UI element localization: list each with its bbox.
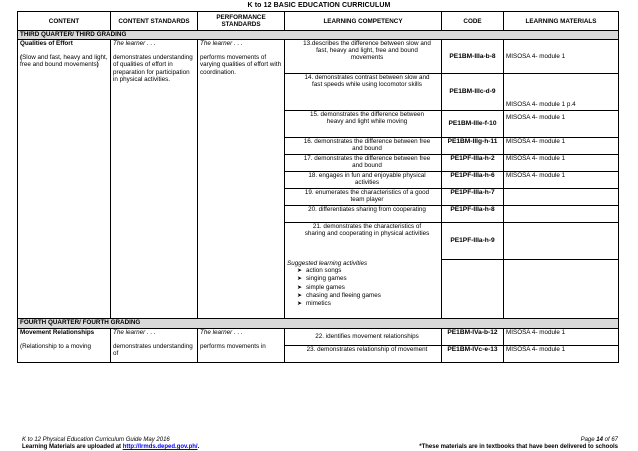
performance-standard-intro: The learner . . . bbox=[200, 40, 243, 47]
section-row-q3 bbox=[18, 31, 619, 40]
arrow-bullet-icon: ➤ bbox=[297, 284, 303, 291]
performance-standard-cell-q4 bbox=[198, 329, 285, 363]
competency-code: PE1PF-IIIa-h-2 bbox=[442, 155, 504, 172]
list-item: ➤ chasing and fleeing games bbox=[297, 291, 381, 299]
competency-code: PE1BM-IIIe-f-10 bbox=[442, 111, 504, 138]
competency-text: 14. demonstrates contrast between slow and fast speeds while using locomotor skills bbox=[285, 74, 442, 111]
arrow-bullet-icon: ➤ bbox=[297, 301, 303, 308]
learning-material bbox=[504, 189, 619, 206]
performance-standard-intro: The learner . . . bbox=[200, 329, 243, 336]
arrow-bullet-icon: ➤ bbox=[297, 292, 303, 299]
content-standard-cell-q3 bbox=[111, 40, 198, 319]
code-empty-cell bbox=[442, 260, 504, 319]
learning-material: MISOSA 4- module 1 bbox=[504, 138, 619, 155]
learning-material: MISOSA 4- module 1 bbox=[504, 155, 619, 172]
section-title-q4: FOURTH QUARTER/ FOURTH GRADING bbox=[18, 319, 619, 329]
competency-row bbox=[18, 329, 619, 346]
competency-text: 21. demonstrates the characteristics of sharing and cooperating in physical activities bbox=[285, 223, 442, 260]
list-item: ➤ mimetics bbox=[297, 300, 331, 308]
competency-text: 20. differentiates sharing from cooperating bbox=[285, 206, 442, 223]
content-standard-body: demonstrates understanding of qualities of effort in preparation for participation in physical activities. bbox=[113, 54, 193, 83]
content-standard-cell-q4 bbox=[111, 329, 198, 363]
competency-row bbox=[18, 40, 619, 74]
header-learning-competency: LEARNING COMPETENCY bbox=[285, 12, 442, 31]
competency-text: 17. demonstrates the difference between free and bound bbox=[285, 155, 442, 172]
learning-material: MISOSA 4- module 1 bbox=[504, 172, 619, 189]
material-empty-cell bbox=[504, 260, 619, 319]
competency-code: PE1PF-IIIa-h-6 bbox=[442, 172, 504, 189]
content-cell-q3 bbox=[18, 40, 111, 319]
footer-guide-title: K to 12 Physical Education Curriculum Guide May 2016 bbox=[22, 437, 170, 443]
curriculum-table bbox=[17, 11, 619, 363]
content-title: Qualities of Effort bbox=[20, 40, 73, 47]
content-standard-intro: The learner . . . bbox=[113, 40, 156, 47]
competency-code: PE1PF-IIIa-h-7 bbox=[442, 189, 504, 206]
content-body: (Slow and fast, heavy and light, free and bound movements) bbox=[20, 54, 108, 69]
footer-line-1 bbox=[22, 437, 618, 443]
suggested-activities-list bbox=[287, 267, 439, 309]
performance-standard-body: performs movements in bbox=[200, 343, 266, 351]
section-row-q4 bbox=[18, 319, 619, 329]
competency-text: 18. engages in fun and enjoyable physical activities bbox=[285, 172, 442, 189]
learning-material bbox=[504, 223, 619, 260]
footer-textbook-note: *These materials are in textbooks that have been delivered to schools bbox=[419, 444, 618, 450]
learning-material: MISOSA 4- module 1 bbox=[504, 329, 619, 346]
competency-text: 19. enumerates the characteristics of a good team player bbox=[285, 189, 442, 206]
performance-standard-body: performs movements of varying qualities of effort with coordination. bbox=[200, 54, 282, 76]
header-code: CODE bbox=[442, 12, 504, 31]
competency-code: PE1BM-IIIc-d-9 bbox=[442, 74, 504, 111]
footer-upload-note: Learning Materials are uploaded at http://lrmds.deped.gov.ph/. bbox=[22, 444, 200, 450]
competency-code: PE1BM-IIIg-h-11 bbox=[442, 138, 504, 155]
competency-text: 23. demonstrates relationship of movement bbox=[285, 346, 442, 363]
competency-code: PE1BM-IVa-b-12 bbox=[442, 329, 504, 346]
footer-line-2 bbox=[22, 444, 618, 450]
performance-standard-cell-q3 bbox=[198, 40, 285, 319]
suggested-activities-cell bbox=[285, 260, 442, 319]
arrow-bullet-icon: ➤ bbox=[297, 276, 303, 283]
header-learning-materials: LEARNING MATERIALS bbox=[504, 12, 619, 31]
suggested-activities-title: Suggested learning activities bbox=[287, 259, 368, 267]
list-item: ➤ simple games bbox=[297, 283, 345, 291]
content-title: Movement Relationships bbox=[20, 329, 95, 336]
header-performance-standards: PERFORMANCE STANDARDS bbox=[198, 12, 285, 31]
learning-material: MISOSA 4- module 1 bbox=[504, 346, 619, 363]
learning-material bbox=[504, 206, 619, 223]
competency-text: 22. identifies movement relationships bbox=[285, 329, 442, 346]
header-row bbox=[18, 12, 619, 31]
competency-code: PE1BM-IVc-e-13 bbox=[442, 346, 504, 363]
learning-material: MISOSA 4- module 1 p.4 bbox=[504, 74, 619, 111]
lrmds-link[interactable]: http://lrmds.deped.gov.ph/ bbox=[122, 444, 198, 450]
content-cell-q4 bbox=[18, 329, 111, 363]
list-item: ➤ singing games bbox=[297, 275, 347, 283]
list-item: ➤ action songs bbox=[297, 266, 342, 274]
header-content: CONTENT bbox=[18, 12, 111, 31]
page-indicator: Page 14 of 67 bbox=[580, 437, 618, 443]
content-standard-body: demonstrates understanding of bbox=[113, 343, 193, 358]
content-standard-intro: The learner . . . bbox=[113, 329, 156, 336]
arrow-bullet-icon: ➤ bbox=[297, 267, 303, 274]
competency-code: PE1PF-IIIa-h-8 bbox=[442, 206, 504, 223]
learning-material: MISOSA 4- module 1 bbox=[504, 40, 619, 74]
header-content-standards: CONTENT STANDARDS bbox=[111, 12, 198, 31]
competency-text: 15. demonstrates the difference between heavy and light while moving bbox=[285, 111, 442, 138]
competency-text: 16. demonstrates the difference between free and bound bbox=[285, 138, 442, 155]
competency-code: PE1BM-IIIa-b-8 bbox=[442, 40, 504, 74]
section-title-q3: THIRD QUARTER/ THIRD GRADING bbox=[18, 31, 619, 40]
document-title: K to 12 BASIC EDUCATION CURRICULUM bbox=[247, 2, 391, 9]
content-body: (Relationship to a moving bbox=[20, 343, 92, 351]
learning-material: MISOSA 4- module 1 bbox=[504, 111, 619, 138]
competency-code: PE1PF-IIIa-h-9 bbox=[442, 223, 504, 260]
competency-text: 13.describes the difference between slow and fast, heavy and light, free and bound movements bbox=[285, 40, 442, 74]
